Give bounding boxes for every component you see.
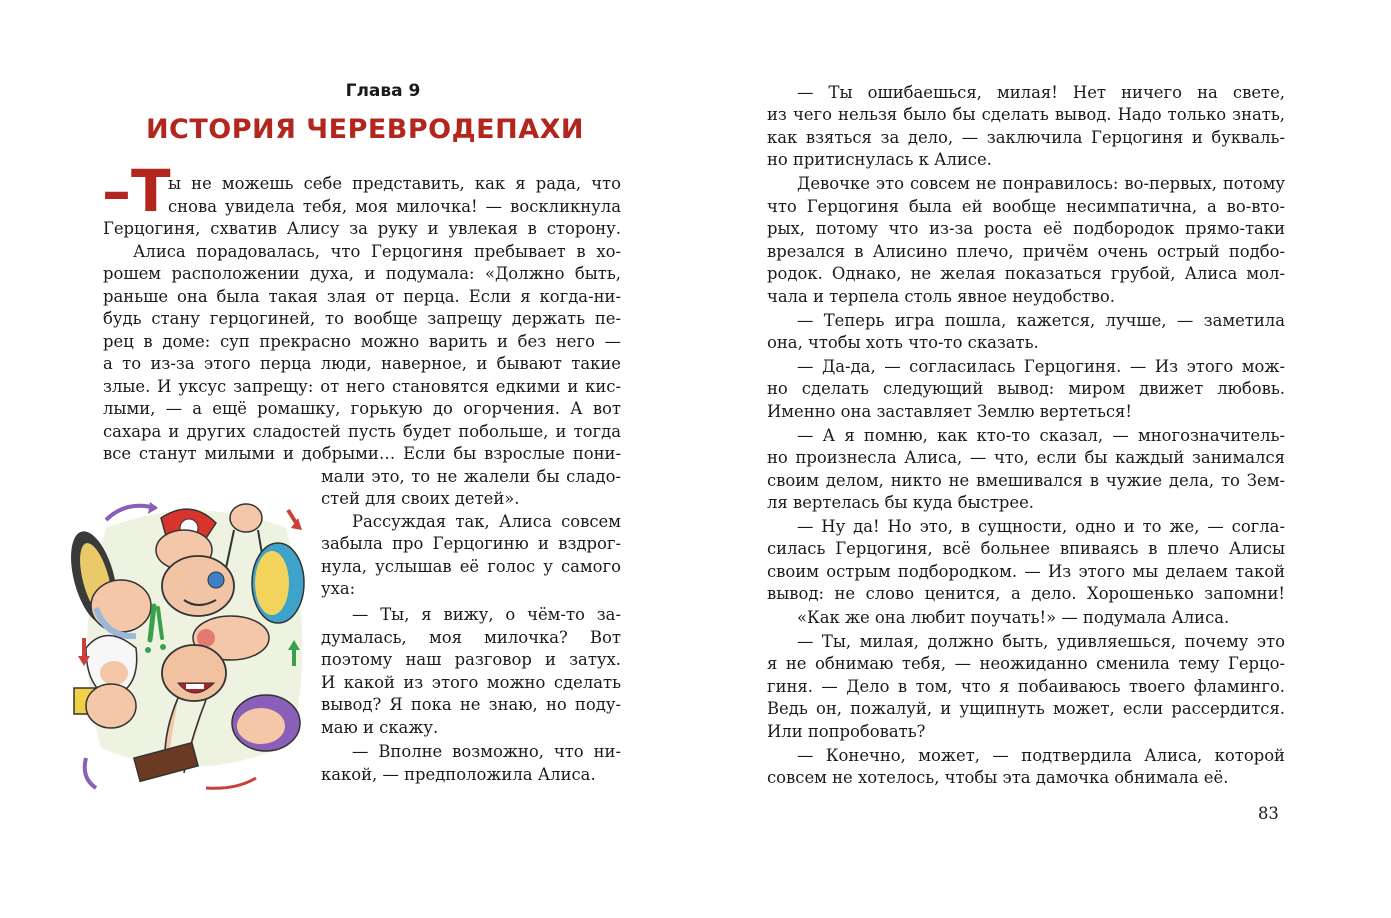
text-line: — Ну да! Но это, в сущности, одно и то же, — согла- bbox=[797, 517, 1285, 536]
chapter-title: ИСТОРИЯ ЧЕРЕВРОДЕПАХИ bbox=[145, 114, 585, 145]
text-line: будь стану герцогиней, то вообще запрещу держать пе- bbox=[103, 309, 621, 328]
text-line: из чего нельзя было бы сделать вывод. Надо только знать, bbox=[767, 105, 1285, 124]
text-line: своим делом, никто не вмешивался в чужие дела, то Зем- bbox=[767, 471, 1285, 490]
text-line: — Вполне возможно, что ни- bbox=[352, 742, 621, 761]
text-line: вывод: не слово ценится, а дело. Хорошенько запомни! bbox=[767, 584, 1285, 603]
text-line: все станут милыми и добрыми… Если бы взрослые пони- bbox=[103, 444, 621, 463]
text-line: «Как же она любит поучать!» — подумала Алиса. bbox=[797, 608, 1230, 627]
page-number: 83 bbox=[1258, 804, 1279, 823]
text-line: Рассуждая так, Алиса совсем bbox=[352, 512, 621, 531]
text-line: как взяться за дело, — заключила Герцогиня и букваль- bbox=[767, 128, 1285, 147]
text-line: она, чтобы хоть что-то сказать. bbox=[767, 333, 1039, 352]
text-line: И какой из этого можно сделать bbox=[321, 673, 621, 692]
text-line: родок. Однако, не желая показаться грубой, Алиса мол- bbox=[767, 264, 1285, 283]
text-line: Или попробовать? bbox=[767, 722, 926, 741]
text-line: рец в доме: суп прекрасно можно варить и без него — bbox=[103, 332, 621, 351]
text-line: Алиса порадовалась, что Герцогиня пребывает в хо- bbox=[133, 242, 621, 261]
text-line: мали это, то не жалели бы сладо- bbox=[321, 467, 621, 486]
text-line: гиня. — Дело в том, что я побаиваюсь твоего фламинго. bbox=[767, 677, 1285, 696]
text-line: — Ты, милая, должно быть, удивляешься, почему это bbox=[797, 632, 1285, 651]
text-line: думалась, моя милочка? Вот bbox=[321, 628, 621, 647]
text-line: снова увидела тебя, моя милочка! — воскликнула bbox=[168, 197, 621, 216]
text-line: сахара и других сладостей пусть будет побольше, и тогда bbox=[103, 422, 621, 441]
text-line: забыла про Герцогиню и вздрог- bbox=[321, 534, 621, 553]
text-line: ы не можешь себе представить, как я рада, что bbox=[168, 174, 621, 193]
text-line: Девочке это совсем не понравилось: во-первых, потому bbox=[797, 174, 1285, 193]
text-line: но притиснулась к Алисе. bbox=[767, 150, 992, 169]
chapter-label: Глава 9 bbox=[345, 81, 421, 101]
text-line: своим острым подбородком. — Из этого мы делаем такой bbox=[767, 562, 1285, 581]
text-line: уха: bbox=[321, 579, 356, 598]
text-line: совсем не хотелось, чтобы эта дамочка обнимала её. bbox=[767, 768, 1229, 787]
text-line: я не обнимаю тебя, — неожиданно сменила тему Герцо- bbox=[767, 654, 1285, 673]
text-line: рошем расположении духа, и подумала: «Должно быть, bbox=[103, 264, 621, 283]
text-line: вывод? Я пока не знаю, но поду- bbox=[321, 695, 621, 714]
text-line: злые. И уксус запрещу: от него становятся едкими и кис- bbox=[103, 377, 621, 396]
text-line: — Да-да, — согласилась Герцогиня. — Из этого мож- bbox=[797, 357, 1285, 376]
drop-cap: –Т bbox=[102, 157, 171, 225]
text-line: Ведь он, пожалуй, и ущипнуть может, если рассердится. bbox=[767, 699, 1285, 718]
text-line: врезался в Алисино плечо, причём очень острый подбо- bbox=[767, 242, 1285, 261]
text-line: а то из-за этого перца люди, наверное, и бывают такие bbox=[103, 354, 621, 373]
text-line: нула, услышав её голос у самого bbox=[321, 557, 621, 576]
text-line: раньше она была такая злая от перца. Если я когда-ни- bbox=[103, 287, 621, 306]
duchess-kitchen-illustration bbox=[66, 488, 318, 800]
text-line: — Теперь игра пошла, кажется, лучше, — заметила bbox=[797, 311, 1285, 330]
text-line: чала и терпела столь явное неудобство. bbox=[767, 287, 1115, 306]
text-line: что Герцогиня была ей вообще несимпатична, а во-вто- bbox=[767, 197, 1285, 216]
text-line: — Конечно, может, — подтвердила Алиса, которой bbox=[797, 746, 1285, 765]
text-line: Герцогиня, схватив Алису за руку и увлекая в сторону. bbox=[103, 219, 621, 238]
text-line: — А я помню, как кто-то сказал, — многозначитель- bbox=[797, 426, 1285, 445]
text-line: силась Герцогиня, всё больнее впиваясь в плечо Алисы bbox=[767, 539, 1285, 558]
text-line: но произнесла Алиса, — что, если бы каждый занимался bbox=[767, 448, 1285, 467]
text-line: маю и скажу. bbox=[321, 718, 439, 737]
text-line: лыми, — а ещё ромашку, горькую до огорчения. А вот bbox=[103, 399, 621, 418]
text-line: какой, — предположила Алиса. bbox=[321, 765, 596, 784]
text-line: но сделать следующий вывод: миром движет любовь. bbox=[767, 379, 1285, 398]
text-line: поэтому наш разговор и затух. bbox=[321, 650, 621, 669]
text-line: Именно она заставляет Землю вертеться! bbox=[767, 402, 1132, 421]
text-line: — Ты, я вижу, о чём-то за- bbox=[352, 605, 621, 624]
text-line: — Ты ошибаешься, милая! Нет ничего на свете, bbox=[797, 83, 1285, 102]
text-line: рых, потому что из-за роста её подбородок прямо-таки bbox=[767, 219, 1285, 238]
text-line: стей для своих детей». bbox=[321, 489, 520, 508]
text-line: ля вертелась бы куда быстрее. bbox=[767, 493, 1034, 512]
